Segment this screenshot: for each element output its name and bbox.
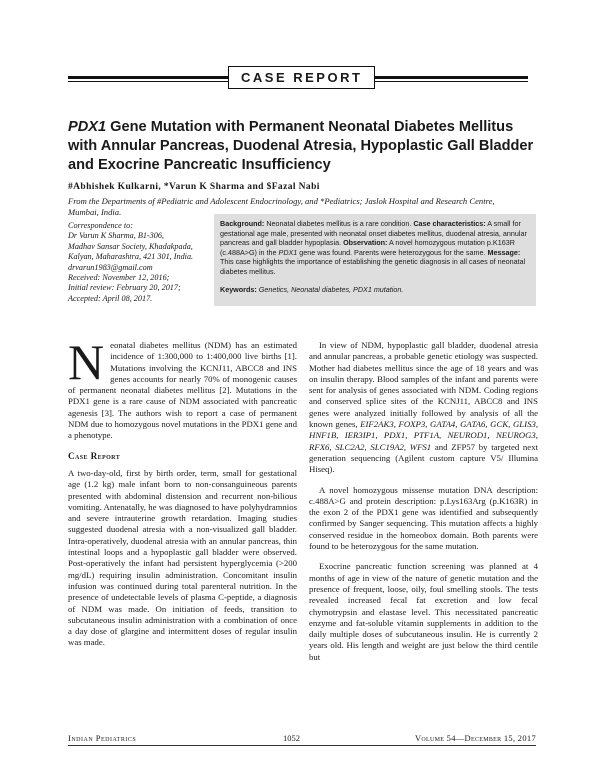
- keywords-text: Genetics, Neonatal diabetes, PDX1 mutation.: [256, 284, 404, 294]
- title-gene: PDX1: [68, 119, 107, 135]
- genetics-paragraph: [309, 340, 538, 476]
- exocrine-paragraph: Exocrine pancreatic function screening was planned at 4 months of age in view of the nature of genetic mutation and the presence of frequent, loose, oily, foul smelling stools. The tests revealed increased fecal fat excretion and low fecal chymotrypsin and elastase level. This necessitated pancreatic enzyme and fat-soluble vitamin supplements in addition to the daily multiple doses of subcutaneous insulin. He is currently 2 years old. His length and weight are just below the third centile but: [309, 561, 538, 662]
- genetics-text-end: and ZFP57 by targeted next generation sequencing (Agilent custom capture V5/ Illumina Hiseq).: [309, 441, 538, 475]
- observation-gene: PDX1: [278, 247, 298, 257]
- gene-list: EIF2AK3, FOXP3, GATA4, GATA6, GCK, GLIS3, HNF1B, IER3IP1, PDX1, PTF1A, NEUROD1, NEUROG3, RFX6, SLC2A2, SLC19A2, WFS1: [309, 419, 539, 452]
- accepted-date: Accepted: April 08, 2017.: [68, 293, 153, 303]
- intro-text: eonatal diabetes mellitus (NDM) has an estimated incidence of 1:300,000 to 1:400,000 live births [1]. Mutations involving the KCNJ11, ABCC8 and INS genes accounts for nearly 70% of monogenic causes of permanent neonatal diabetes mellitus [2]. Mutations in the PDX1 gene is a rare cause of NDM associated with pancreatic agenesis [3]. The authors wish to report a case of permanent NDM due to homozygous novel mutations in the PDX1 gene and a phenotype.: [68, 340, 297, 441]
- page-number: 1052: [283, 733, 300, 743]
- message-text: This case highlights the importance of establishing the genetic diagnosis in all cases of neonatal diabetes mellitus.: [220, 257, 526, 276]
- genetics-text: In view of NDM, hypoplastic gall bladder, duodenal atresia and annular pancreas, a probable genetic etiology was suspected. Mother had diabetes mellitus since the age of 18 years and was on insulin therapy. Blood samples of the infant and parents were sent for analysis of genes associated with NDM. Coding regions and conserved splice sites of the KCNJ11, ABCC8 and INS genes were analyzed initially followed by analysis of all the known genes,: [309, 340, 538, 430]
- mutation-paragraph: A novel homozygous missense mutation DNA description: c.488A>G and protein description: p.Lys163Arg (p.K163R) in the exon 2 of the PDX1 gene was identified and subsequently confirmed by Sanger sequencing. This mutation affects a highly conserved residue in the homeobox domain. Both parents were found to be heterozygous for the same mutation.: [309, 484, 538, 552]
- characteristics-text: A small for gestational age male, presented with neonatal onset diabetes mellitus, duodenal atresia, annular pancreas and gall bladder hypoplasia.: [220, 219, 527, 248]
- observation-text-end: gene was found. Parents were heterozygous for the same.: [297, 247, 488, 257]
- observation-label: Observation:: [343, 238, 388, 248]
- correspondence-line: Dr Varun K Sharma, B1-306,: [68, 231, 164, 241]
- background-label: Background:: [220, 219, 265, 228]
- title-rest: Gene Mutation with Permanent Neonatal Diabetes Mellitus with Annular Pancreas, Duodenal Atresia, Hypoplastic Gall Bladder and Exocrine Pancreatic Insufficiency: [68, 119, 534, 173]
- keywords-label: Keywords:: [220, 284, 257, 294]
- correspondence-block: [68, 221, 210, 304]
- author-list: #Abhishek Kulkarni, *Varun K Sharma and $Fazal Nabi: [68, 182, 320, 192]
- volume-info: Volume 54—December 15, 2017: [414, 733, 536, 743]
- left-column: [68, 334, 297, 658]
- case-paragraph: A two-day-old, first by birth order, term, small for gestational age (1.2 kg) male infant born to non-consanguineous parents presented with abdominal distension and recurrent non-bilious vomiting. Antenatally, he was diagnosed to have polyhydramnios and severe intrauterine growth retardation. Imaging studies suggested duodenal atresia with a non-visualized gall bladder. Intra-operatively, duodenal atresia with an annular pancreas, thin intestinal loops and a hypoplastic gall bladder were observed. Post-operatively the infant had persistent hyperglycemia (>200 mg/dL) requiring insulin administration. Concomitant insulin infusion was continued during total parenteral nutrition. In the presence of undetectable levels of plasma C-peptide, a diagnosis of NDM was made. On initiation of feeds, transition to subcutaneous insulin administration with a combination of once a day dose of glargine and intermittent doses of regular insulin was made.: [68, 467, 297, 648]
- abstract-box: [214, 214, 536, 306]
- received-date: Received: November 12, 2016;: [68, 273, 170, 283]
- right-column: [309, 340, 538, 672]
- correspondence-line: Kalyan, Maharashtra, 421 301, India.: [68, 252, 194, 262]
- footer-rule: [68, 745, 536, 746]
- section-heading-case-report: Case Report: [68, 450, 121, 461]
- message-label: Message:: [487, 247, 521, 257]
- characteristics-label: Case characteristics:: [413, 219, 486, 228]
- background-text: Neonatal diabetes mellitus is a rare condition.: [264, 219, 414, 228]
- keywords: [220, 285, 530, 295]
- affiliation: From the Departments of #Pediatric and Adolescent Endocrinology, and *Pediatrics; Jaslok Hospital and Research Centre, Mumbai, India.: [68, 196, 495, 217]
- correspondence-line: Madhav Sansar Society, Khadakpada,: [68, 241, 193, 251]
- banner-label: CASE REPORT: [228, 66, 375, 89]
- journal-name: Indian Pediatrics: [68, 733, 137, 743]
- correspondence-line: Correspondence to:: [68, 221, 133, 230]
- case-report-banner: [68, 64, 528, 92]
- abstract-text: [220, 219, 530, 277]
- observation-text: A novel homozygous mutation p.K163R (c.488A>G) in the: [220, 238, 515, 257]
- article-title: [68, 118, 538, 175]
- review-date: Initial review: February 20, 2017;: [68, 283, 181, 293]
- correspondence-email: drvarun1983@gmail.com: [68, 262, 153, 272]
- intro-paragraph: [68, 334, 297, 442]
- drop-cap: N: [68, 334, 105, 390]
